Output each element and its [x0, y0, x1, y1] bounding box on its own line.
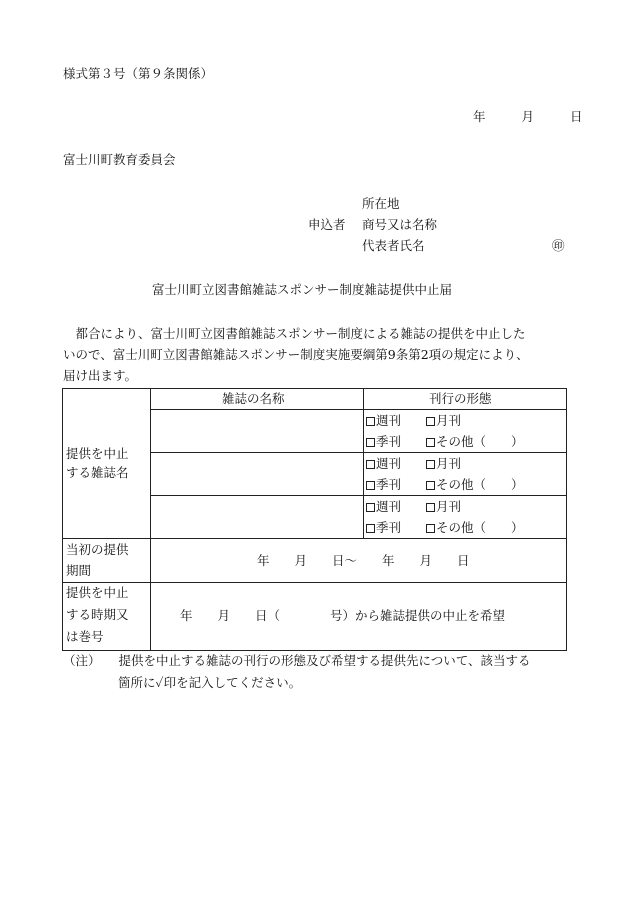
addressee: 富士川町教育委員会 — [63, 152, 176, 167]
checkbox-other-3[interactable] — [426, 524, 435, 533]
option-monthly-1[interactable]: 月刊 — [426, 415, 461, 428]
option-quarterly-3[interactable]: 季刊 — [366, 522, 401, 535]
checkbox-weekly-1[interactable] — [366, 417, 375, 426]
option-other-1[interactable]: その他（ ） — [426, 436, 524, 449]
date-day: 日 — [569, 109, 583, 124]
note-marker: （注） — [63, 653, 101, 668]
date-year: 年 — [473, 109, 486, 124]
checkbox-monthly-1[interactable] — [426, 417, 435, 426]
document-title: 富士川町立図書館雑誌スポンサー制度雑誌提供中止届 — [152, 282, 453, 297]
checkbox-quarterly-1[interactable] — [366, 438, 375, 447]
checkbox-monthly-3[interactable] — [426, 503, 435, 512]
checkbox-other-1[interactable] — [426, 438, 435, 447]
initial-period-value[interactable]: 年 月 日～ 年 月 日 — [257, 553, 470, 568]
date-line — [473, 111, 582, 124]
checkbox-quarterly-2[interactable] — [366, 481, 375, 490]
applicant-label: 申込者 — [308, 217, 346, 232]
option-other-3[interactable]: その他（ ） — [426, 522, 524, 535]
stop-magazine-label-2: する雑誌名 — [66, 465, 129, 480]
checkbox-weekly-2[interactable] — [366, 460, 375, 469]
checkbox-weekly-3[interactable] — [366, 503, 375, 512]
stop-magazine-label-1: 提供を中止 — [66, 446, 129, 461]
checkbox-quarterly-3[interactable] — [366, 524, 375, 533]
checkbox-other-2[interactable] — [426, 481, 435, 490]
option-quarterly-1[interactable]: 季刊 — [366, 436, 401, 449]
header-publication-form: 刊行の形態 — [429, 391, 492, 406]
address-label: 所在地 — [362, 196, 400, 211]
option-quarterly-2[interactable]: 季刊 — [366, 479, 401, 492]
body-line-1: 都合により、富士川町立図書館雑誌スポンサー制度による雑誌の提供を中止した — [63, 326, 526, 341]
option-monthly-2[interactable]: 月刊 — [426, 458, 461, 471]
option-weekly-2[interactable]: 週刊 — [366, 458, 401, 471]
company-label: 商号又は名称 — [362, 217, 438, 232]
option-monthly-3[interactable]: 月刊 — [426, 501, 461, 514]
date-month: 月 — [521, 109, 534, 124]
option-weekly-3[interactable]: 週刊 — [366, 501, 401, 514]
magazine-name-input-1[interactable] — [152, 411, 361, 450]
stop-time-label-3: は巻号 — [66, 629, 104, 644]
header-magazine-name: 雑誌の名称 — [222, 391, 285, 406]
form-number: 様式第３号（第９条関係） — [63, 66, 214, 81]
option-weekly-1[interactable]: 週刊 — [366, 415, 401, 428]
note-line-2: 箇所に✓印を記入してください。 — [118, 675, 302, 690]
seal-mark: ㊞ — [552, 238, 565, 253]
checkbox-monthly-2[interactable] — [426, 460, 435, 469]
stop-time-label-1: 提供を中止 — [66, 585, 129, 600]
stop-time-value[interactable]: 年 月 日（ 号）から雑誌提供の中止を希望 — [180, 608, 506, 623]
initial-period-label-2: 期間 — [66, 563, 92, 578]
option-other-2[interactable]: その他（ ） — [426, 479, 524, 492]
note-line-1: （注） 提供を中止する雑誌の刊行の形態及び希望する提供先について、該当する — [63, 653, 531, 668]
magazine-name-input-2[interactable] — [152, 454, 361, 493]
magazine-name-input-3[interactable] — [152, 497, 361, 536]
representative-label: 代表者氏名 — [362, 238, 425, 253]
body-text — [63, 323, 573, 386]
body-line-2: いので、富士川町立図書館雑誌スポンサー制度実施要綱第9条第2項の規定により、 — [63, 347, 529, 362]
body-line-3: 届け出ます。 — [63, 368, 138, 383]
stop-time-label-2: する時期又 — [66, 607, 129, 622]
initial-period-label-1: 当初の提供 — [66, 542, 129, 557]
